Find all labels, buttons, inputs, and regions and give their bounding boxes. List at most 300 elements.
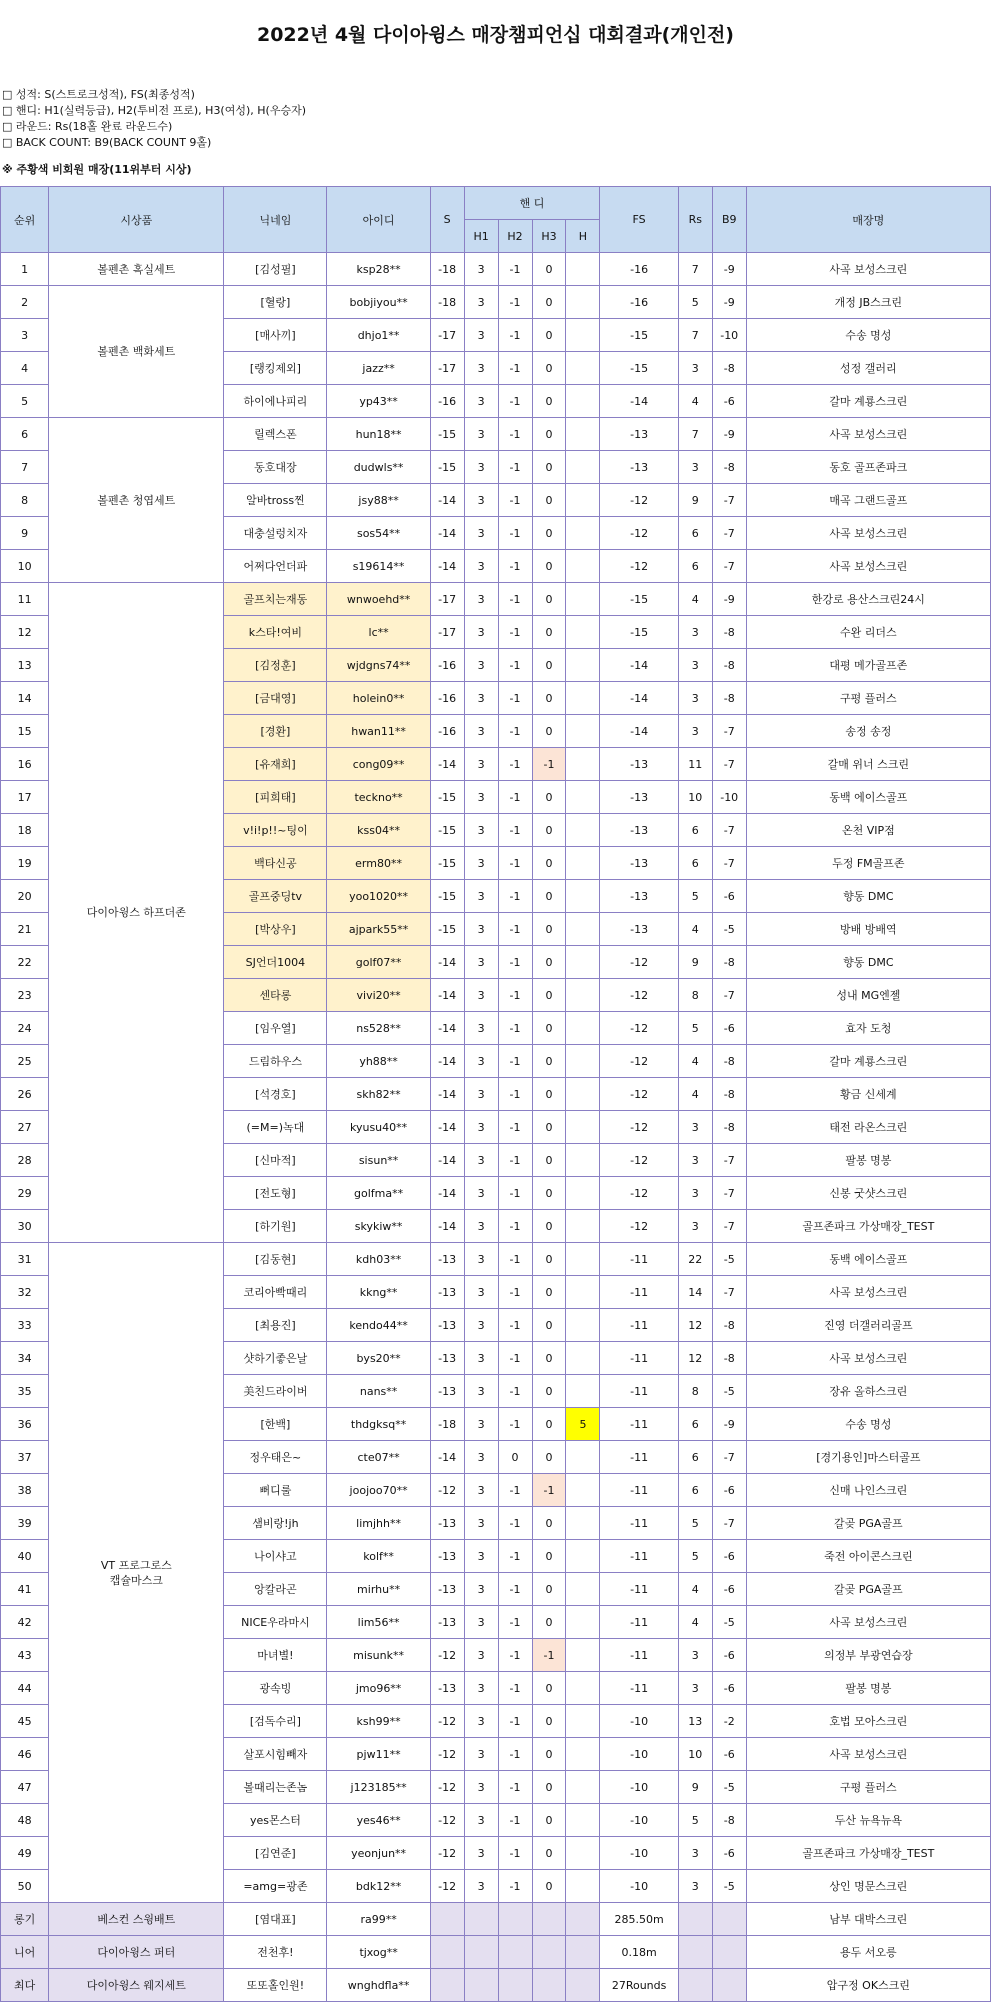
special-id-cell: tjxog**: [327, 1936, 430, 1969]
rs-cell: 3: [678, 649, 712, 682]
id-cell: kendo44**: [327, 1309, 430, 1342]
nick-cell: 광속빙: [224, 1672, 327, 1705]
b9-cell: -7: [712, 1210, 746, 1243]
h3-cell: 0: [532, 1837, 566, 1870]
s-cell: -17: [430, 583, 464, 616]
store-cell: 송정 송정: [746, 715, 990, 748]
s-cell: -14: [430, 484, 464, 517]
h2-cell: -1: [498, 1672, 532, 1705]
h2-cell: -1: [498, 682, 532, 715]
rs-cell: 12: [678, 1309, 712, 1342]
store-cell: 사곡 보성스크린: [746, 418, 990, 451]
h3-cell: 0: [532, 1804, 566, 1837]
h-cell: [566, 1606, 600, 1639]
nick-cell: 샷하기좋은날: [224, 1342, 327, 1375]
h1-cell: 3: [464, 1705, 498, 1738]
id-cell: limjhh**: [327, 1507, 430, 1540]
rs-cell: 4: [678, 583, 712, 616]
h2-cell: -1: [498, 1408, 532, 1441]
h1-cell: 3: [464, 1309, 498, 1342]
h-cell: [566, 1045, 600, 1078]
b9-cell: -7: [712, 1177, 746, 1210]
h-cell: [566, 1342, 600, 1375]
b9-cell: -7: [712, 484, 746, 517]
h-cell: [566, 352, 600, 385]
store-cell: 갈곶 PGA골프: [746, 1573, 990, 1606]
h2-cell: -1: [498, 1705, 532, 1738]
fs-cell: -11: [600, 1540, 678, 1573]
empty-cell: [532, 1903, 566, 1936]
rank-cell: 40: [1, 1540, 49, 1573]
s-cell: -13: [430, 1375, 464, 1408]
h-cell: [566, 913, 600, 946]
fs-cell: -15: [600, 319, 678, 352]
h3-cell: 0: [532, 1012, 566, 1045]
h1-cell: 3: [464, 253, 498, 286]
store-cell: 골프존파크 가상매장_TEST: [746, 1837, 990, 1870]
rs-cell: 6: [678, 517, 712, 550]
h1-cell: 3: [464, 1738, 498, 1771]
id-cell: misunk**: [327, 1639, 430, 1672]
rs-cell: 8: [678, 1375, 712, 1408]
store-cell: 팔봉 명봉: [746, 1144, 990, 1177]
rank-cell: 9: [1, 517, 49, 550]
s-cell: -12: [430, 1738, 464, 1771]
rank-cell: 45: [1, 1705, 49, 1738]
h2-cell: -1: [498, 649, 532, 682]
b9-cell: -7: [712, 1144, 746, 1177]
rs-cell: 4: [678, 913, 712, 946]
h3-cell: 0: [532, 1309, 566, 1342]
h2-cell: -1: [498, 583, 532, 616]
h3-cell: 0: [532, 286, 566, 319]
fs-cell: -10: [600, 1870, 678, 1903]
fs-cell: -12: [600, 1144, 678, 1177]
h-cell: [566, 286, 600, 319]
b9-cell: -8: [712, 946, 746, 979]
rank-cell: 30: [1, 1210, 49, 1243]
h1-cell: 3: [464, 583, 498, 616]
store-cell: 방배 방배역: [746, 913, 990, 946]
h3-cell: 0: [532, 1078, 566, 1111]
id-cell: kkng**: [327, 1276, 430, 1309]
h-cell: [566, 418, 600, 451]
fs-cell: -12: [600, 550, 678, 583]
id-cell: joojoo70**: [327, 1474, 430, 1507]
b9-cell: -5: [712, 913, 746, 946]
store-cell: 두정 FM골프존: [746, 847, 990, 880]
id-cell: ns528**: [327, 1012, 430, 1045]
s-cell: -14: [430, 1012, 464, 1045]
store-cell: 개정 JB스크린: [746, 286, 990, 319]
b9-cell: -10: [712, 781, 746, 814]
rank-cell: 39: [1, 1507, 49, 1540]
rank-cell: 10: [1, 550, 49, 583]
h3-cell: 0: [532, 682, 566, 715]
h3-cell: 0: [532, 1408, 566, 1441]
s-cell: -12: [430, 1705, 464, 1738]
rank-cell: 29: [1, 1177, 49, 1210]
b9-cell: -9: [712, 1408, 746, 1441]
rank-cell: 41: [1, 1573, 49, 1606]
empty-cell: [464, 1903, 498, 1936]
b9-cell: -10: [712, 319, 746, 352]
b9-cell: -7: [712, 1507, 746, 1540]
h1-cell: 3: [464, 1012, 498, 1045]
prize-cell: 볼펜촌 백화세트: [49, 286, 224, 418]
nick-cell: SJ언더1004: [224, 946, 327, 979]
h2-cell: -1: [498, 1540, 532, 1573]
rank-cell: 13: [1, 649, 49, 682]
s-cell: -15: [430, 814, 464, 847]
fs-cell: -13: [600, 880, 678, 913]
table-row: [1, 418, 991, 451]
h3-cell: 0: [532, 781, 566, 814]
store-cell: 갈매 위너 스크린: [746, 748, 990, 781]
h2-cell: -1: [498, 484, 532, 517]
h2-cell: -1: [498, 979, 532, 1012]
col-h2-header: H2: [498, 220, 532, 253]
s-cell: -15: [430, 913, 464, 946]
id-cell: cong09**: [327, 748, 430, 781]
id-cell: cte07**: [327, 1441, 430, 1474]
h2-cell: -1: [498, 913, 532, 946]
id-cell: hwan11**: [327, 715, 430, 748]
fs-cell: -15: [600, 352, 678, 385]
b9-cell: -7: [712, 979, 746, 1012]
h-cell: [566, 748, 600, 781]
id-cell: teckno**: [327, 781, 430, 814]
h1-cell: 3: [464, 1144, 498, 1177]
s-cell: -14: [430, 517, 464, 550]
h1-cell: 3: [464, 1045, 498, 1078]
rs-cell: 3: [678, 451, 712, 484]
h2-cell: -1: [498, 847, 532, 880]
b9-cell: -6: [712, 1738, 746, 1771]
h3-cell: -1: [532, 748, 566, 781]
store-cell: 온천 VIP점: [746, 814, 990, 847]
rs-cell: 12: [678, 1342, 712, 1375]
h3-cell: 0: [532, 1507, 566, 1540]
id-cell: ajpark55**: [327, 913, 430, 946]
h-cell: [566, 946, 600, 979]
h2-cell: -1: [498, 1078, 532, 1111]
rank-cell: 17: [1, 781, 49, 814]
special-store-cell: 남부 대박스크린: [746, 1903, 990, 1936]
s-cell: -14: [430, 1111, 464, 1144]
h-cell: [566, 1540, 600, 1573]
h3-cell: 0: [532, 946, 566, 979]
nick-cell: [최용진]: [224, 1309, 327, 1342]
rank-cell: 14: [1, 682, 49, 715]
h2-cell: -1: [498, 1276, 532, 1309]
rank-cell: 8: [1, 484, 49, 517]
rank-cell: 15: [1, 715, 49, 748]
h1-cell: 3: [464, 1243, 498, 1276]
b9-cell: -8: [712, 1342, 746, 1375]
b9-cell: -9: [712, 583, 746, 616]
rank-cell: 12: [1, 616, 49, 649]
id-cell: pjw11**: [327, 1738, 430, 1771]
store-cell: 사곡 보성스크린: [746, 253, 990, 286]
store-cell: 신봉 굿샷스크린: [746, 1177, 990, 1210]
empty-cell: [498, 1936, 532, 1969]
nick-cell: =amg=광존: [224, 1870, 327, 1903]
h2-cell: -1: [498, 748, 532, 781]
s-cell: -18: [430, 286, 464, 319]
h1-cell: 3: [464, 748, 498, 781]
special-award-row: [1, 1969, 991, 2002]
rs-cell: 22: [678, 1243, 712, 1276]
s-cell: -12: [430, 1771, 464, 1804]
rs-cell: 4: [678, 385, 712, 418]
b9-cell: -8: [712, 1309, 746, 1342]
s-cell: -12: [430, 1804, 464, 1837]
h-cell: [566, 1507, 600, 1540]
store-cell: 사곡 보성스크린: [746, 517, 990, 550]
rank-cell: 11: [1, 583, 49, 616]
store-cell: 사곡 보성스크린: [746, 550, 990, 583]
h3-cell: 0: [532, 1606, 566, 1639]
special-label-cell: 롱기: [1, 1903, 49, 1936]
rank-cell: 6: [1, 418, 49, 451]
special-prize-cell: 다이아윙스 퍼터: [49, 1936, 224, 1969]
h1-cell: 3: [464, 715, 498, 748]
id-cell: kyusu40**: [327, 1111, 430, 1144]
h1-cell: 3: [464, 418, 498, 451]
h-cell: [566, 1705, 600, 1738]
rank-cell: 24: [1, 1012, 49, 1045]
s-cell: -18: [430, 253, 464, 286]
nick-cell: [하기원]: [224, 1210, 327, 1243]
special-result-cell: 27Rounds: [600, 1969, 678, 2002]
special-id-cell: wnghdfla**: [327, 1969, 430, 2002]
id-cell: holein0**: [327, 682, 430, 715]
rs-cell: 5: [678, 1804, 712, 1837]
fs-cell: -13: [600, 451, 678, 484]
store-cell: 한강로 용산스크린24시: [746, 583, 990, 616]
b9-cell: -8: [712, 1111, 746, 1144]
h1-cell: 3: [464, 1210, 498, 1243]
rank-cell: 5: [1, 385, 49, 418]
id-cell: kolf**: [327, 1540, 430, 1573]
h3-cell: 0: [532, 1375, 566, 1408]
id-cell: j123185**: [327, 1771, 430, 1804]
fs-cell: -11: [600, 1672, 678, 1705]
fs-cell: -11: [600, 1276, 678, 1309]
note-backcount: □ BACK COUNT: B9(BACK COUNT 9홀): [2, 136, 212, 149]
b9-cell: -8: [712, 451, 746, 484]
fs-cell: -11: [600, 1309, 678, 1342]
store-cell: 갈마 계룡스크린: [746, 385, 990, 418]
b9-cell: -6: [712, 1672, 746, 1705]
fs-cell: -11: [600, 1243, 678, 1276]
col-h1-header: H1: [464, 220, 498, 253]
rank-cell: 42: [1, 1606, 49, 1639]
h1-cell: 3: [464, 814, 498, 847]
s-cell: -13: [430, 1540, 464, 1573]
rank-cell: 35: [1, 1375, 49, 1408]
nick-cell: 정우태은~: [224, 1441, 327, 1474]
rs-cell: 10: [678, 1738, 712, 1771]
s-cell: -13: [430, 1309, 464, 1342]
special-store-cell: 압구정 OK스크린: [746, 1969, 990, 2002]
h1-cell: 3: [464, 946, 498, 979]
fs-cell: -12: [600, 517, 678, 550]
nick-cell: [금대영]: [224, 682, 327, 715]
id-cell: bys20**: [327, 1342, 430, 1375]
store-cell: 대평 메가골프존: [746, 649, 990, 682]
fs-cell: -11: [600, 1474, 678, 1507]
empty-cell: [566, 1969, 600, 2002]
nick-cell: 뻐디룰: [224, 1474, 327, 1507]
store-cell: 호법 모아스크린: [746, 1705, 990, 1738]
rs-cell: 6: [678, 814, 712, 847]
col-b9-header: B9: [712, 187, 746, 253]
h1-cell: 3: [464, 1573, 498, 1606]
h1-cell: 3: [464, 1342, 498, 1375]
nick-cell: 드림하우스: [224, 1045, 327, 1078]
h2-cell: -1: [498, 1243, 532, 1276]
nick-cell: [경환]: [224, 715, 327, 748]
rs-cell: 3: [678, 682, 712, 715]
h-cell: [566, 385, 600, 418]
rank-cell: 27: [1, 1111, 49, 1144]
b9-cell: -9: [712, 286, 746, 319]
h3-cell: 0: [532, 1210, 566, 1243]
h2-cell: -1: [498, 1606, 532, 1639]
empty-cell: [464, 1936, 498, 1969]
b9-cell: -9: [712, 418, 746, 451]
b9-cell: -7: [712, 715, 746, 748]
s-cell: -18: [430, 1408, 464, 1441]
rs-cell: 4: [678, 1573, 712, 1606]
h2-cell: -1: [498, 1309, 532, 1342]
store-cell: 구평 플러스: [746, 1771, 990, 1804]
note-score: □ 성적: S(스트로크성적), FS(최종성적): [2, 88, 195, 101]
fs-cell: -10: [600, 1771, 678, 1804]
h1-cell: 3: [464, 1540, 498, 1573]
h3-cell: 0: [532, 1738, 566, 1771]
id-cell: kss04**: [327, 814, 430, 847]
rank-cell: 2: [1, 286, 49, 319]
rs-cell: 11: [678, 748, 712, 781]
h2-cell: -1: [498, 253, 532, 286]
rs-cell: 5: [678, 1507, 712, 1540]
id-cell: s19614**: [327, 550, 430, 583]
rs-cell: 7: [678, 418, 712, 451]
s-cell: -13: [430, 1507, 464, 1540]
rs-cell: 3: [678, 616, 712, 649]
b9-cell: -7: [712, 550, 746, 583]
h3-cell: 0: [532, 1243, 566, 1276]
nick-cell: (=M=)녹대: [224, 1111, 327, 1144]
b9-cell: -2: [712, 1705, 746, 1738]
fs-cell: -11: [600, 1573, 678, 1606]
empty-cell: [532, 1936, 566, 1969]
fs-cell: -12: [600, 1210, 678, 1243]
h2-cell: -1: [498, 1837, 532, 1870]
h2-cell: -1: [498, 1474, 532, 1507]
nick-cell: 코리아빡때리: [224, 1276, 327, 1309]
rs-cell: 9: [678, 1771, 712, 1804]
id-cell: sisun**: [327, 1144, 430, 1177]
h2-cell: -1: [498, 319, 532, 352]
h1-cell: 3: [464, 979, 498, 1012]
col-h-header: H: [566, 220, 600, 253]
prize-cell: VT 프로그로스 캡슐마스크: [49, 1243, 224, 1903]
rs-cell: 5: [678, 1540, 712, 1573]
empty-cell: [566, 1936, 600, 1969]
table-row: [1, 1243, 991, 1276]
h2-cell: -1: [498, 286, 532, 319]
rs-cell: 3: [678, 715, 712, 748]
h1-cell: 3: [464, 913, 498, 946]
table-row: [1, 583, 991, 616]
s-cell: -17: [430, 319, 464, 352]
empty-cell: [712, 1903, 746, 1936]
b9-cell: -6: [712, 1540, 746, 1573]
nick-cell: [김동현]: [224, 1243, 327, 1276]
h3-cell: 0: [532, 1045, 566, 1078]
fs-cell: -14: [600, 715, 678, 748]
h2-cell: -1: [498, 1375, 532, 1408]
s-cell: -13: [430, 1573, 464, 1606]
nick-cell: 골프치는재동: [224, 583, 327, 616]
empty-cell: [430, 1936, 464, 1969]
h-cell: [566, 451, 600, 484]
rank-cell: 44: [1, 1672, 49, 1705]
store-cell: 상인 명문스크린: [746, 1870, 990, 1903]
s-cell: -14: [430, 1177, 464, 1210]
h-cell: [566, 1276, 600, 1309]
store-cell: 동백 에이스골프: [746, 781, 990, 814]
h1-cell: 3: [464, 319, 498, 352]
h1-cell: 3: [464, 352, 498, 385]
legend-notes: [0, 87, 991, 151]
rank-cell: 19: [1, 847, 49, 880]
s-cell: -14: [430, 946, 464, 979]
nick-cell: [김정훈]: [224, 649, 327, 682]
nick-cell: 릴렉스폰: [224, 418, 327, 451]
rank-cell: 49: [1, 1837, 49, 1870]
h-cell: [566, 550, 600, 583]
h3-cell: 0: [532, 814, 566, 847]
h1-cell: 3: [464, 517, 498, 550]
h-cell: [566, 1078, 600, 1111]
h-cell: [566, 814, 600, 847]
s-cell: -12: [430, 1474, 464, 1507]
rank-cell: 33: [1, 1309, 49, 1342]
s-cell: -14: [430, 979, 464, 1012]
h1-cell: 3: [464, 1837, 498, 1870]
h3-cell: 0: [532, 484, 566, 517]
h-cell: [566, 1375, 600, 1408]
nick-cell: 앙칼라곤: [224, 1573, 327, 1606]
id-cell: lim56**: [327, 1606, 430, 1639]
b9-cell: -9: [712, 253, 746, 286]
h3-cell: -1: [532, 1474, 566, 1507]
fs-cell: -13: [600, 847, 678, 880]
fs-cell: -14: [600, 682, 678, 715]
h3-cell: 0: [532, 913, 566, 946]
empty-cell: [532, 1969, 566, 2002]
nick-cell: [한백]: [224, 1408, 327, 1441]
empty-cell: [430, 1969, 464, 2002]
h2-cell: -1: [498, 1012, 532, 1045]
h3-cell: 0: [532, 583, 566, 616]
store-cell: 갈곶 PGA골프: [746, 1507, 990, 1540]
